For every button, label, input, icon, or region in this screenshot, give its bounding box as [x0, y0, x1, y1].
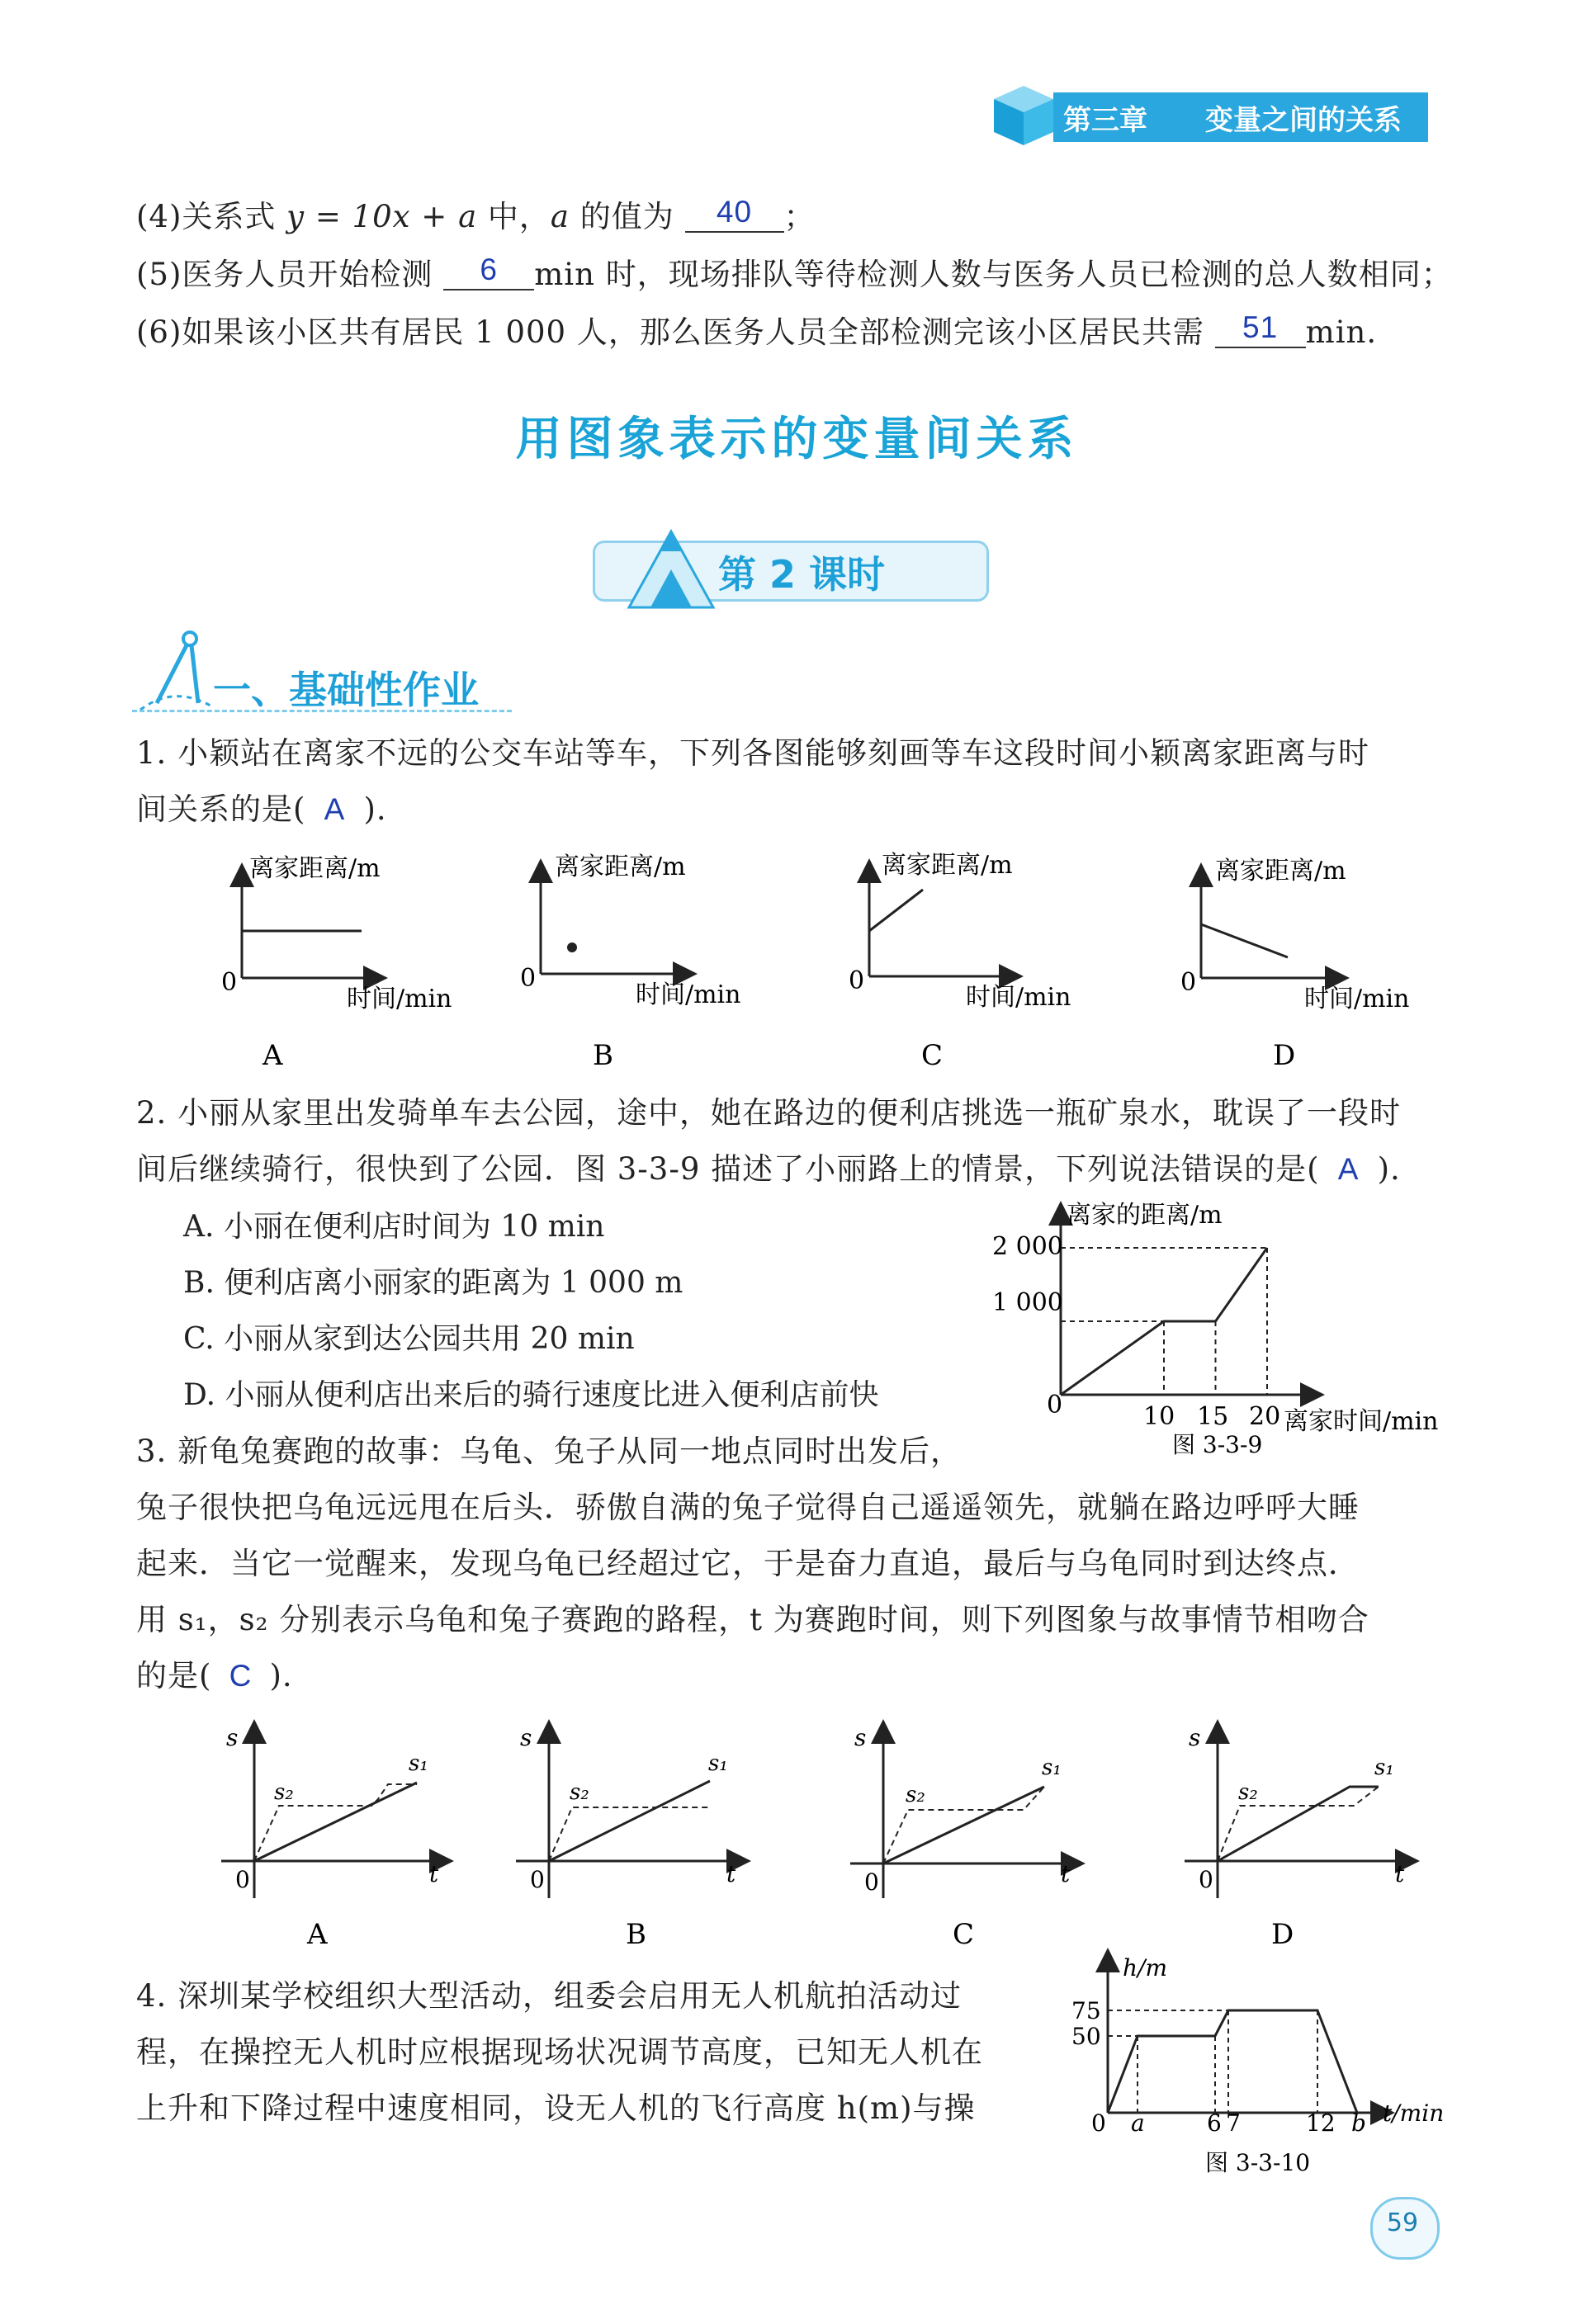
fig339-ylabel: 离家的距离/m — [1067, 1201, 1223, 1230]
q5c-suffix: min 时，现场排队等待检测人数与医务人员已检测的总人数相同； — [534, 257, 1453, 292]
q4-line3: 上升和下降过程中速度相同，设无人机的飞行高度 h(m)与操 — [136, 2090, 976, 2126]
q3-graph-a — [221, 1724, 442, 1951]
q2-option-d: D. 小丽从便利店出来后的骑行速度比进入便利店前快 — [183, 1378, 879, 1412]
q3d-x: t — [1395, 1860, 1405, 1887]
fig339-ytick-1000: 1 000 — [992, 1288, 1063, 1317]
q4c-blank — [685, 193, 784, 233]
chapter-label: 第三章 — [1063, 103, 1147, 137]
q3c-s2-label: s₂ — [906, 1783, 925, 1807]
lesson-title: 第 2 课时 — [718, 552, 886, 597]
q1-line2 — [136, 791, 387, 829]
section-title: 用图象表示的变量间关系 — [515, 413, 1079, 466]
fig3310-ylabel: h/m — [1123, 1954, 1168, 1982]
q4-continued — [136, 195, 816, 238]
page-number: 59 — [1386, 2208, 1419, 2237]
q2-line2 — [136, 1150, 1401, 1188]
q1c-xlabel: 时间/min — [966, 983, 1071, 1012]
q3a-y: s — [226, 1724, 239, 1751]
q4-line1: 4. 深圳某学校组织大型活动，组委会启用无人机航拍活动过 — [136, 1978, 963, 2014]
q1b-letter: B — [593, 1039, 613, 1072]
q4c-var: a — [550, 199, 570, 234]
q4c-suffix: 的值为 — [569, 199, 674, 234]
q1c-letter: C — [921, 1039, 944, 1072]
fig3310-xtick-b: b — [1351, 2109, 1366, 2137]
q3b-s1-label: s₁ — [708, 1751, 728, 1776]
basic-underline — [132, 710, 512, 712]
q1a-xlabel: 时间/min — [347, 985, 452, 1013]
q3-line4: 用 s₁，s₂ 分别表示乌龟和兔子赛跑的路程，t 为赛跑时间，则下列图象与故事情节相吻合 — [136, 1602, 1369, 1637]
q1c-ylabel: 离家距离/m — [882, 851, 1013, 880]
q4c-prefix: (4)关系式 — [136, 199, 287, 234]
fig339-xtick-10: 10 — [1143, 1402, 1175, 1431]
fig339-xtick-20: 20 — [1249, 1402, 1281, 1431]
q3-graph-d — [1185, 1724, 1407, 1951]
q1b-xlabel: 时间/min — [636, 980, 741, 1009]
q3-line1: 3. 新龟兔赛跑的故事：乌龟、兔子从同一地点同时出发后， — [136, 1434, 963, 1469]
fig3310-ytick-50: 50 — [1071, 2023, 1101, 2050]
q5c-prefix: (5)医务人员开始检测 — [136, 257, 433, 292]
q1a-letter: A — [263, 1039, 283, 1072]
q4c-mid: 中， — [477, 199, 551, 234]
fig3310-xlabel: t/min — [1383, 2100, 1445, 2127]
figure-3-3-9 — [974, 1197, 1469, 1461]
q3b-s2 — [549, 1807, 710, 1861]
q1-graphs — [0, 842, 1594, 1089]
q1b-ylabel: 离家距离/m — [555, 853, 686, 881]
q3-prefix: 的是( — [136, 1658, 212, 1693]
q3-line3: 起来．当它一觉醒来，发现乌龟已经超过它，于是奋力直追，最后与乌龟同时到达终点． — [136, 1546, 1360, 1581]
q4c-answer: 40 — [716, 195, 753, 229]
q3c-letter: C — [953, 1918, 975, 1951]
q2-option-c: C. 小丽从家到达公园共用 20 min — [183, 1322, 635, 1356]
q3-suffix: ). — [269, 1658, 293, 1693]
compass-icon — [132, 627, 215, 721]
q2-option-a: A. 小丽在便利店时间为 10 min — [183, 1210, 605, 1244]
basic-section-title: 一、基础性作业 — [213, 668, 479, 712]
q1c-origin: 0 — [849, 966, 865, 995]
q2-prefix: 间后继续骑行，很快到了公园．图 3-3-9 描述了小丽路上的情景，下列说法错误的是( — [136, 1151, 1320, 1187]
q3-answer: C — [229, 1659, 253, 1693]
triangle-icon — [626, 528, 717, 614]
fig3310-caption: 图 3-3-10 — [1205, 2149, 1311, 2176]
q6c-answer: 51 — [1242, 310, 1279, 344]
q5c-blank — [443, 251, 534, 290]
q3a-s1-label: s₁ — [409, 1751, 428, 1776]
q1-graph-a — [221, 854, 452, 1072]
chapter-topic: 变量之间的关系 — [1205, 103, 1402, 137]
q3d-y: s — [1189, 1724, 1201, 1751]
q1a-ylabel: 离家距离/m — [249, 854, 381, 883]
q1b-origin: 0 — [520, 964, 537, 993]
q5-continued — [136, 253, 1453, 295]
q3c-origin: 0 — [864, 1868, 879, 1896]
q3c-y: s — [854, 1724, 867, 1751]
q1d-origin: 0 — [1180, 968, 1197, 997]
fig3310-ytick-75: 75 — [1071, 1997, 1101, 2024]
fig3310-xtick-6: 6 — [1207, 2109, 1222, 2137]
q3a-origin: 0 — [235, 1866, 250, 1893]
q3b-y: s — [520, 1724, 532, 1751]
q2-answer: A — [1337, 1152, 1360, 1186]
q3a-letter: A — [307, 1918, 328, 1951]
fig3310-series — [1108, 2010, 1357, 2113]
q5c-answer: 6 — [480, 253, 498, 286]
q3a-x: t — [429, 1860, 439, 1887]
q6-continued — [136, 310, 1378, 353]
q3c-s1-label: s₁ — [1042, 1755, 1062, 1780]
q3b-s2-label: s₂ — [570, 1780, 589, 1805]
q3d-s2-label: s₂ — [1238, 1780, 1258, 1805]
q3-line2: 兔子很快把乌龟远远甩在后头．骄傲自满的兔子觉得自己遥遥领先，就躺在路边呼呼大睡 — [136, 1490, 1360, 1525]
q1d-xlabel: 时间/min — [1304, 985, 1410, 1013]
q3d-s1-label: s₁ — [1374, 1755, 1394, 1780]
q6c-blank — [1215, 309, 1306, 348]
q4-line2: 程，在操控无人机时应根据现场状况调节高度，已知无人机在 — [136, 2034, 983, 2070]
q1b-point — [567, 942, 577, 952]
q4c-expr: y = 10x + a — [286, 199, 478, 234]
fig339-origin: 0 — [1047, 1391, 1063, 1419]
q3-line5 — [136, 1657, 293, 1695]
fig339-ytick-2000: 2 000 — [992, 1232, 1063, 1261]
q2-suffix: ). — [1377, 1151, 1401, 1187]
q3a-s2-label: s₂ — [274, 1780, 294, 1805]
q3-graph-b — [516, 1724, 739, 1951]
chapter-header — [1053, 92, 1428, 142]
q1-suffix: ). — [363, 791, 387, 827]
q3b-origin: 0 — [530, 1866, 545, 1893]
fig3310-xtick-12: 12 — [1306, 2109, 1336, 2137]
q3-graphs — [0, 1717, 1594, 1956]
q1c-curve — [869, 890, 923, 931]
q6c-prefix: (6)如果该小区共有居民 1 000 人，那么医务人员全部检测完该小区居民共需 — [136, 314, 1204, 350]
q3c-x: t — [1061, 1860, 1071, 1887]
q1d-curve — [1201, 924, 1288, 957]
figure-3-3-10 — [1057, 1948, 1486, 2187]
fig3310-origin: 0 — [1091, 2109, 1106, 2137]
q1-prefix: 间关系的是( — [136, 791, 306, 827]
fig339-caption: 图 3-3-9 — [1172, 1431, 1263, 1458]
q1-graph-b — [520, 853, 740, 1072]
q1a-origin: 0 — [221, 968, 238, 997]
q3b-x: t — [726, 1860, 736, 1887]
q1-graph-d — [1180, 857, 1409, 1072]
q1-line1: 1. 小颖站在离家不远的公交车站等车，下列各图能够刻画等车这段时间小颖离家距离与时 — [136, 735, 1370, 771]
q1d-ylabel: 离家距离/m — [1215, 857, 1346, 886]
fig3310-xtick-a: a — [1131, 2109, 1145, 2137]
fig3310-xtick-7: 7 — [1226, 2109, 1241, 2137]
q2-line1: 2. 小丽从家里出发骑单车去公园，途中，她在路边的便利店挑选一瓶矿泉水，耽误了一段时 — [136, 1095, 1402, 1131]
fig339-xtick-15: 15 — [1197, 1402, 1229, 1431]
q1-answer: A — [324, 792, 346, 826]
q3d-origin: 0 — [1199, 1866, 1213, 1893]
q1d-letter: D — [1273, 1039, 1296, 1072]
q4c-end: ； — [783, 199, 816, 234]
q6c-suffix: min. — [1305, 314, 1378, 350]
q3b-letter: B — [626, 1918, 646, 1951]
q3d-letter: D — [1271, 1918, 1294, 1951]
fig339-xlabel: 离家时间/min — [1284, 1407, 1439, 1436]
q3-graph-c — [850, 1724, 1073, 1951]
header-cube-icon — [991, 81, 1057, 150]
q2-option-b: B. 便利店离小丽家的距离为 1 000 m — [183, 1266, 683, 1300]
q1-graph-c — [849, 851, 1071, 1072]
